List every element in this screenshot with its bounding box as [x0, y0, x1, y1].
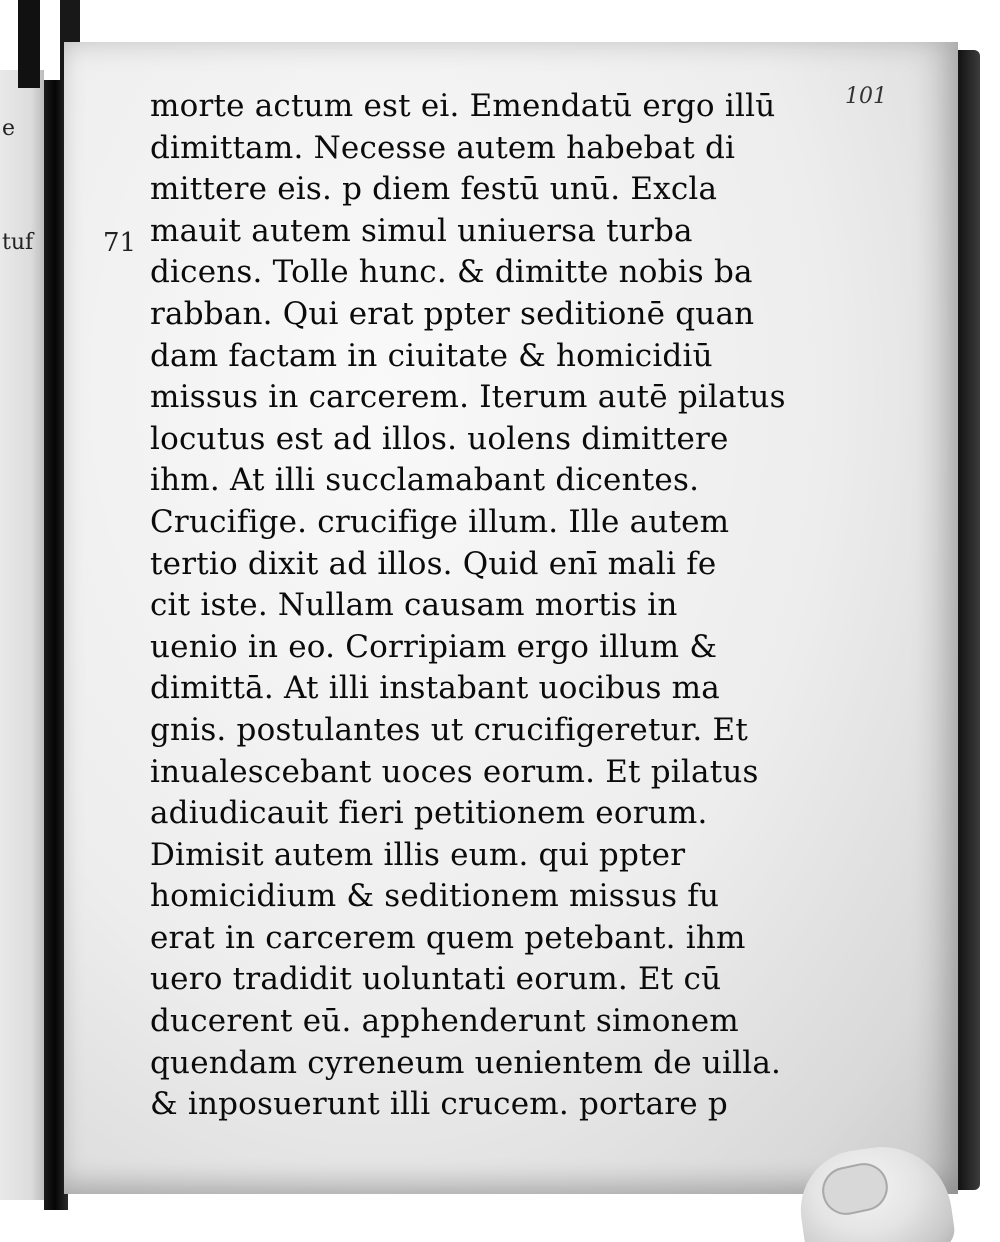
text-line: morte actum est ei. Emendatū ergo illū	[150, 88, 776, 124]
text-line: erat in carcerem quem petebant. ihm	[150, 919, 746, 956]
text-line: dicens. Tolle hunc. & dimitte nobis ba	[150, 254, 753, 291]
text-line: mauit autem simul uniuersa turba	[150, 212, 693, 249]
text-line: mittere eis. p diem festū unū. Excla	[150, 171, 718, 208]
text-line: uero tradidit uoluntati eorum. Et cū	[150, 961, 722, 998]
text-line: Dimisit autem illis eum. qui ppter	[150, 836, 686, 873]
left-facing-page	[0, 70, 44, 1200]
manuscript-text-block	[150, 86, 840, 1126]
text-line: Crucifige. crucifige illum. Ille autem	[150, 503, 730, 540]
text-line: dimittā. At illi instabant uocibus ma	[150, 670, 720, 707]
text-line: locutus est ad illos. uolens dimittere	[150, 420, 729, 457]
left-page-fragment: e	[2, 116, 16, 141]
text-line: dimittam. Necesse autem habebat di	[150, 129, 736, 166]
text-line: homicidium & seditionem missus fu	[150, 878, 720, 915]
text-line: ducerent eū. apphenderunt simonem	[150, 1003, 739, 1040]
text-line: uenio in eo. Corripiam ergo illum &	[150, 628, 718, 665]
text-line: rabban. Qui erat ppter seditionē quan	[150, 295, 755, 332]
left-page-fragment: tuf	[2, 230, 34, 255]
text-line: gnis. postulantes ut crucifigeretur. Et	[150, 711, 748, 748]
text-line: quendam cyreneum uenientem de uilla.	[150, 1044, 782, 1081]
text-line: adiudicauit fieri petitionem eorum.	[150, 795, 708, 832]
text-line: ihm. At illi succlamabant dicentes.	[150, 462, 700, 499]
text-line: cit iste. Nullam causam mortis in	[150, 587, 678, 624]
book-board-edge	[18, 0, 40, 88]
folio-number: 101	[845, 84, 887, 109]
text-line: & inposuerunt illi crucem. portare p	[150, 1086, 728, 1123]
margin-chapter-number: 71	[103, 228, 137, 258]
text-line: tertio dixit ad illos. Quid enī mali fe	[150, 545, 717, 582]
text-line: missus in carcerem. Iterum autē pilatus	[150, 379, 786, 416]
text-line: inualescebant uoces eorum. Et pilatus	[150, 753, 759, 790]
text-line: dam factam in ciuitate & homicidiū	[150, 337, 713, 374]
